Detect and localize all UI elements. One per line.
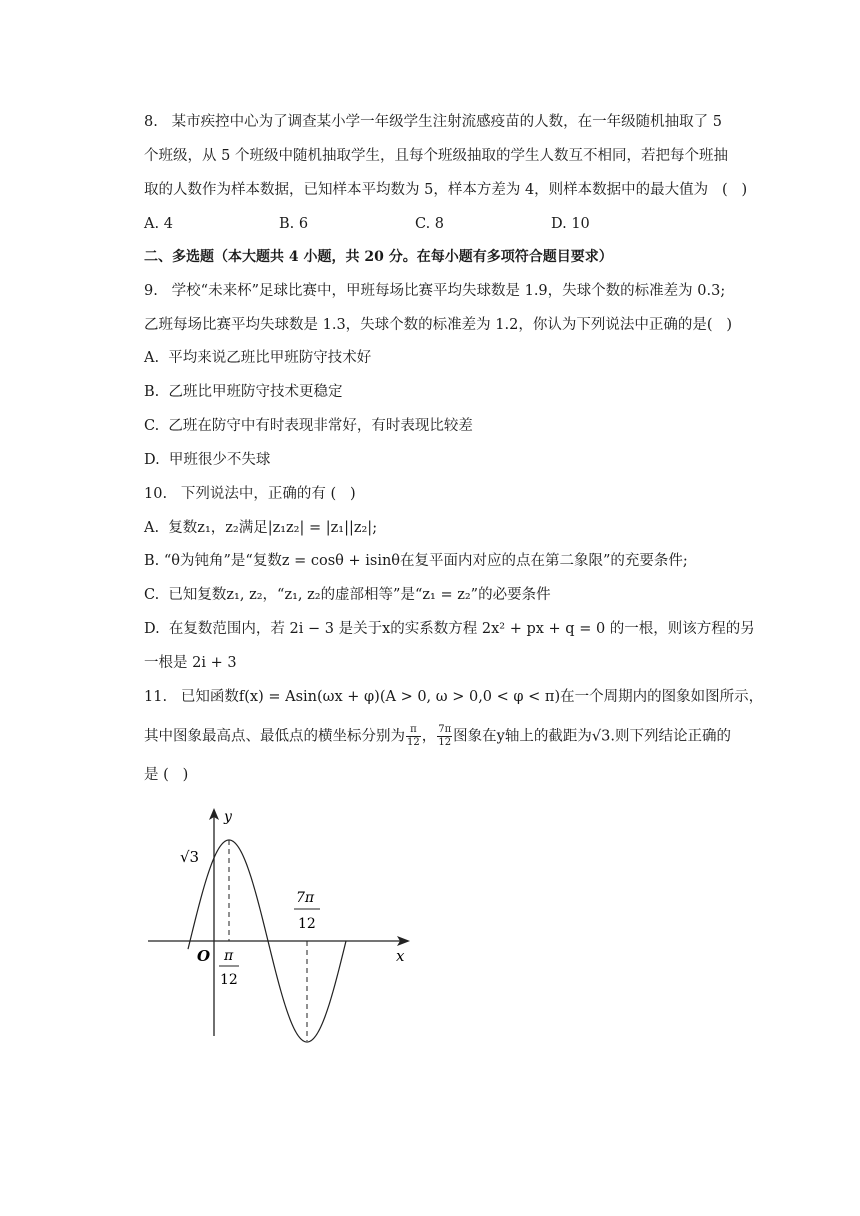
- q10-option-a: A. 复数z₁，z₂满足|z₁z₂| = |z₁||z₂|;: [144, 520, 378, 536]
- q11-line-2: [144, 724, 731, 749]
- q11-line-1: 11. 已知函数f(x) = Asin(ωx + φ)(A > 0, ω > 0,0 < φ < π)在一个周期内的图象如图所示，: [144, 689, 764, 705]
- q9-option-b: B. 乙班比甲班防守技术更稳定: [144, 384, 343, 400]
- pi-over-12-denominator: 12: [220, 972, 238, 988]
- sqrt3-label: √3: [180, 848, 200, 866]
- fraction-denominator: 12: [438, 737, 452, 748]
- q9-line-1: 9. 学校“未来杯”足球比赛中，甲班每场比赛平均失球数是 1.9，失球个数的标准差为 0.3;: [144, 283, 726, 299]
- pi-over-12-numerator: π: [224, 948, 234, 964]
- section-heading-multiple-choice: 二、多选题（本大题共 4 小题，共 20 分。在每小题有多项符合题目要求）: [144, 249, 613, 265]
- q10-option-d-line-2: 一根是 2i + 3: [144, 655, 237, 671]
- y-axis-label: y: [224, 809, 232, 825]
- q8-option-d: D. 10: [551, 216, 590, 232]
- seven-pi-over-12-denominator: 12: [298, 916, 316, 932]
- q8-option-b: B. 6: [279, 216, 309, 232]
- seven-pi-over-12-numerator: 7π: [296, 890, 315, 906]
- q11-separator: ，: [421, 728, 437, 745]
- q8-option-a: A. 4: [144, 216, 173, 232]
- q11-line-2-text-a: 其中图象最高点、最低点的横坐标分别为: [144, 728, 405, 745]
- fraction-numerator: π: [406, 724, 421, 737]
- q9-option-c: C. 乙班在防守中有时表现非常好，有时表现比较差: [144, 418, 473, 434]
- q8-line-2: 个班级，从 5 个班级中随机抽取学生，且每个班级抽取的学生人数互不相同，若把每个班抽: [144, 148, 728, 164]
- fraction-pi-over-12: [406, 724, 421, 749]
- q10-option-c: C. 已知复数z₁, z₂，“z₁, z₂的虚部相等”是“z₁ = z₂”的必要条件: [144, 587, 551, 603]
- sine-graph-figure: [140, 800, 440, 1060]
- q10-option-b: B. “θ为钝角”是“复数z = cosθ + isinθ在复平面内对应的点在第二象限”的充要条件;: [144, 553, 688, 569]
- q11-line-2-text-c: .则下列结论正确的: [610, 728, 731, 745]
- q11-line-2-text-b: 图象在y轴上的截距为: [453, 728, 592, 745]
- origin-label: O: [197, 947, 211, 965]
- q9-option-a: A. 平均来说乙班比甲班防守技术好: [144, 350, 372, 366]
- q10-line-1: 10. 下列说法中，正确的有 ( ): [144, 486, 356, 502]
- q10-option-d-line-1: D. 在复数范围内，若 2i − 3 是关于x的实系数方程 2x² + px + q = 0 的一根，则该方程的另: [144, 621, 755, 637]
- fraction-numerator: 7π: [438, 724, 452, 735]
- q9-line-2: 乙班每场比赛平均失球数是 1.3，失球个数的标准差为 1.2，你认为下列说法中正确的是( ): [144, 317, 732, 333]
- fraction-denominator: 12: [407, 737, 420, 748]
- q8-line-1: 8. 某市疾控中心为了调查某小学一年级学生注射流感疫苗的人数，在一年级随机抽取了 5: [144, 114, 722, 130]
- x-axis-label: x: [396, 947, 405, 965]
- q8-option-c: C. 8: [415, 216, 445, 232]
- fraction-7pi-over-12: [437, 724, 452, 749]
- q9-option-d: D. 甲班很少不失球: [144, 452, 271, 468]
- q11-line-3: 是 ( ): [144, 767, 189, 783]
- sqrt-3: √3: [591, 728, 611, 745]
- q8-line-3: 取的人数作为样本数据，已知样本平均数为 5，样本方差为 4，则样本数据中的最大值为 ( ): [144, 182, 748, 198]
